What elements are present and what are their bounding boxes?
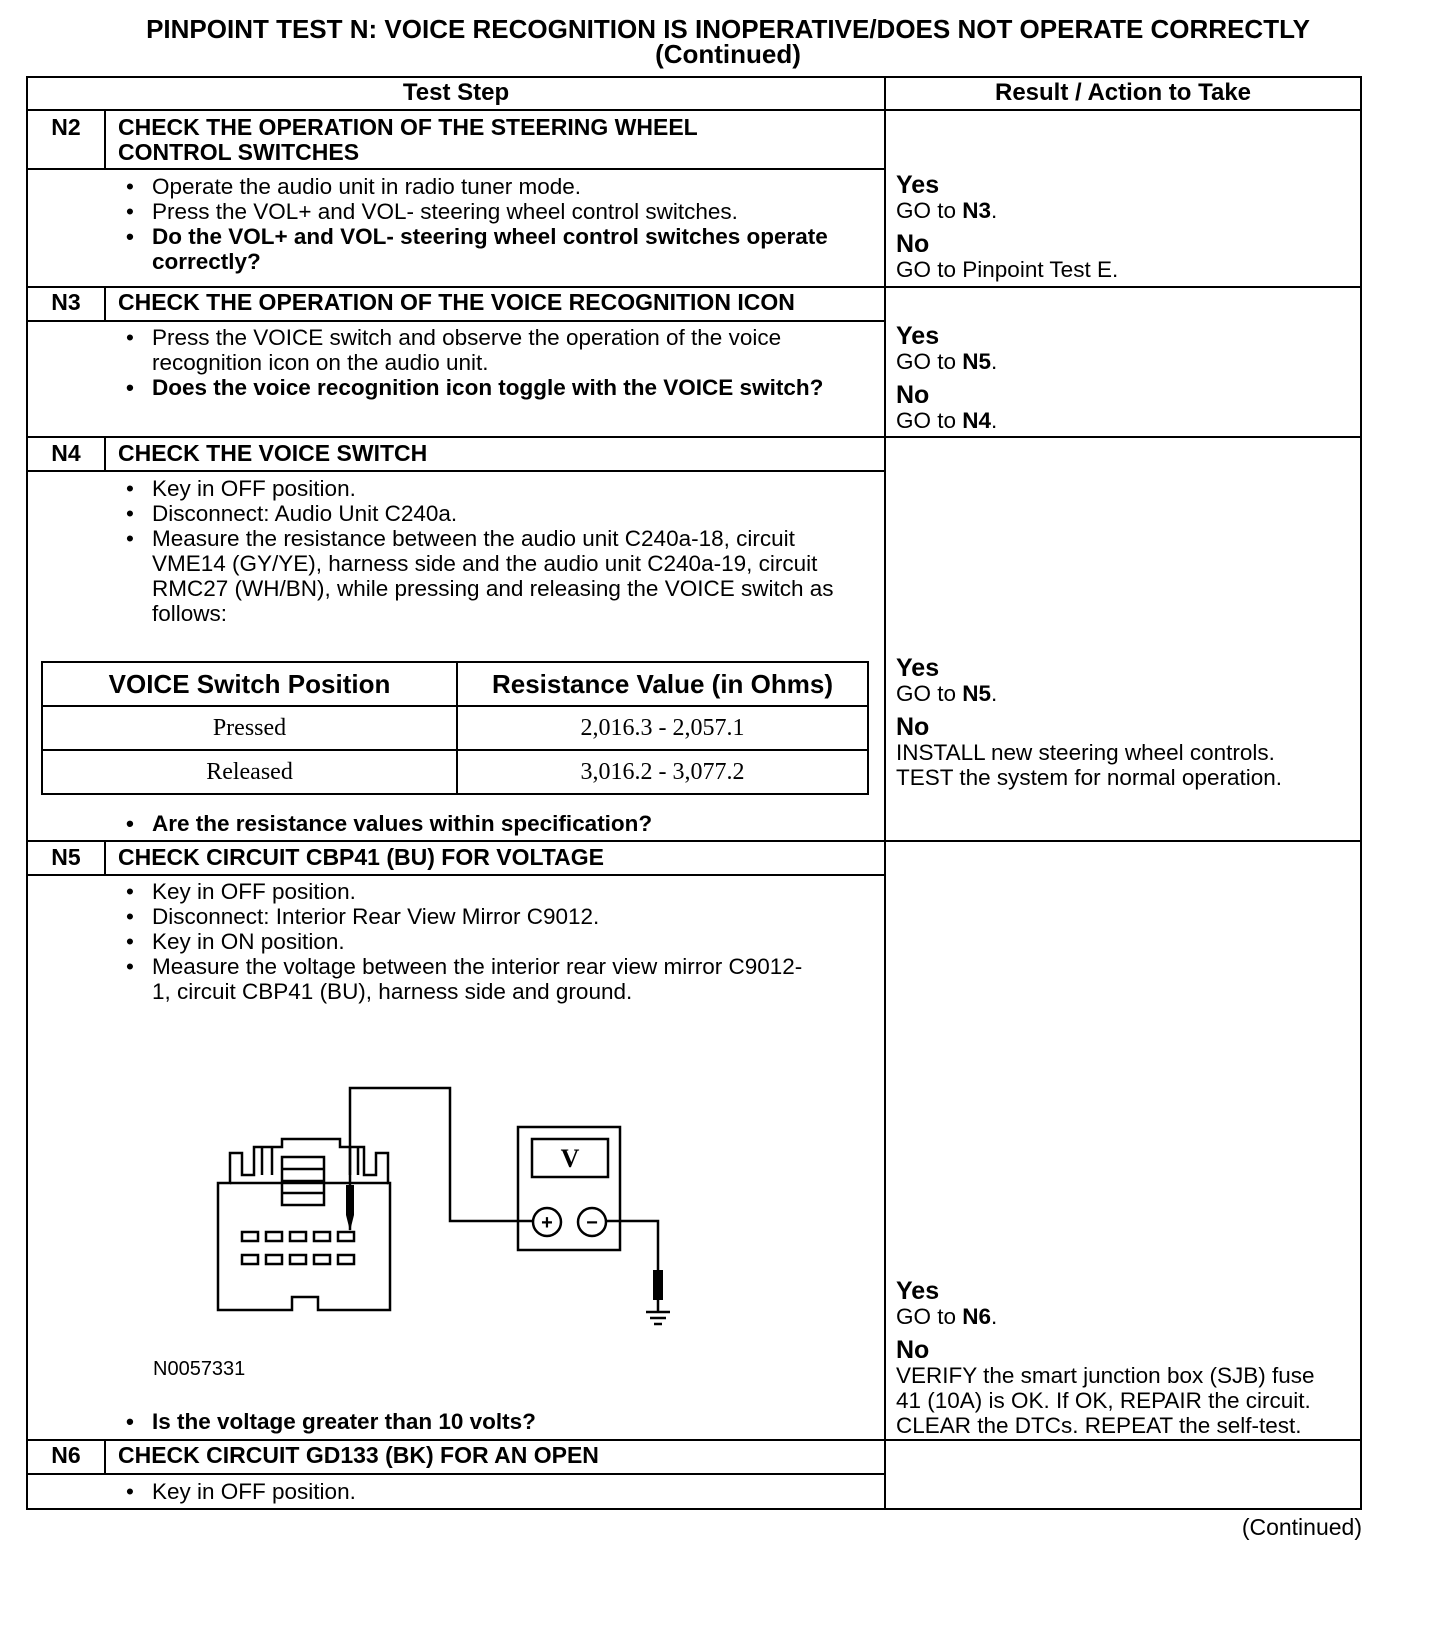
spec-header-resistance: Resistance Value (in Ohms) — [457, 662, 868, 706]
header-result: Result / Action to Take — [994, 79, 1252, 106]
connector-outline — [218, 1139, 390, 1310]
step-id-n5: N5 — [51, 844, 81, 870]
list-item: • Press the VOL+ and VOL- steering wheel control switches. — [120, 199, 860, 224]
table-cell: Pressed — [42, 706, 457, 750]
list-item: • Operate the audio unit in radio tuner mode. — [120, 174, 860, 199]
table-cell: 3,016.2 - 3,077.2 — [457, 750, 868, 794]
step-title-n2: CHECK THE OPERATION OF THE STEERING WHEEL CONTROL SWITCHES — [118, 114, 698, 165]
step-title-n5: CHECK CIRCUIT CBP41 (BU) FOR VOLTAGE — [118, 844, 604, 870]
list-item: • Key in OFF position. — [120, 879, 820, 904]
step-question-n4: • Are the resistance values within specification? — [120, 811, 860, 836]
column-divider — [884, 76, 886, 1510]
step-instructions-n6 — [120, 1479, 860, 1504]
step-id-n2: N2 — [51, 114, 81, 140]
ground-lead — [606, 1221, 658, 1275]
step-instructions-n2 — [120, 174, 860, 274]
footer-continued: (Continued) — [1241, 1514, 1362, 1540]
list-item: • Disconnect: Interior Rear View Mirror C9012. — [120, 904, 820, 929]
step-id-n6: N6 — [51, 1442, 81, 1468]
minus-sign: − — [586, 1212, 598, 1234]
list-item: • Disconnect: Audio Unit C240a. — [120, 501, 860, 526]
step-title-n6: CHECK CIRCUIT GD133 (BK) FOR AN OPEN — [118, 1442, 599, 1468]
result-n2: Yes GO to N3. No GO to Pinpoint Test E. — [896, 171, 1119, 282]
list-item: • Measure the resistance between the audio unit C240a-18, circuit VME14 (GY/YE), harness side and the audio unit C240a-19, circuit RMC27 (WH/BN), while pressing and releasing the VOICE switch as follows: — [120, 526, 860, 626]
voltmeter-symbol: V — [560, 1144, 580, 1173]
list-item: • Key in ON position. — [120, 929, 820, 954]
step-question-n2: • Do the VOL+ and VOL- steering wheel control switches operate correctly? — [120, 224, 860, 274]
step-title-n3: CHECK THE OPERATION OF THE VOICE RECOGNITION ICON — [118, 289, 795, 315]
table-cell: 2,016.3 - 2,057.1 — [457, 706, 868, 750]
step-question-list-n5 — [120, 1409, 860, 1434]
header-test-step: Test Step — [402, 79, 510, 106]
step-id-n3: N3 — [51, 289, 81, 315]
result-n5: Yes GO to N6. No VERIFY the smart junction box (SJB) fuse 41 (10A) is OK. If OK, REPAIR the circuit. CLEAR the DTCs. REPEAT the self-test. — [896, 1277, 1315, 1438]
step-instructions-n5 — [120, 879, 820, 1004]
table-cell: Released — [42, 750, 457, 794]
probe-lead — [350, 1088, 533, 1230]
figure-id: N0057331 — [153, 1358, 246, 1380]
step-title-n4: CHECK THE VOICE SWITCH — [118, 440, 428, 466]
list-item: • Key in OFF position. — [120, 476, 860, 501]
table-row — [42, 706, 868, 750]
list-item: • Key in OFF position. — [120, 1479, 860, 1504]
page-title: PINPOINT TEST N: VOICE RECOGNITION IS INOPERATIVE/DOES NOT OPERATE CORRECTLY — [146, 14, 1310, 44]
spec-table — [41, 661, 869, 795]
list-item: • Measure the voltage between the interior rear view mirror C9012-1, circuit CBP41 (BU), harness side and ground. — [120, 954, 820, 1004]
list-item: • Press the VOICE switch and observe the operation of the voice recognition icon on the audio unit. — [120, 325, 850, 375]
plus-sign: + — [541, 1212, 553, 1234]
result-n4: Yes GO to N5. No INSTALL new steering wheel controls. TEST the system for normal operation. — [896, 654, 1282, 790]
step-question-list-n4 — [120, 811, 860, 836]
step-question-n3: • Does the voice recognition icon toggle with the VOICE switch? — [120, 375, 850, 400]
table-row — [42, 750, 868, 794]
step-instructions-n3 — [120, 325, 850, 400]
result-n3: Yes GO to N5. No GO to N4. — [896, 322, 998, 433]
step-question-n5: • Is the voltage greater than 10 volts? — [120, 1409, 860, 1434]
page-subtitle: (Continued) — [655, 39, 801, 69]
ground-icon — [646, 1299, 670, 1324]
step-instructions-n4 — [120, 476, 860, 626]
header-divider — [26, 109, 1362, 111]
step-id-n4: N4 — [51, 440, 81, 466]
voltmeter-diagram — [200, 1075, 680, 1335]
spec-header-position: VOICE Switch Position — [42, 662, 457, 706]
